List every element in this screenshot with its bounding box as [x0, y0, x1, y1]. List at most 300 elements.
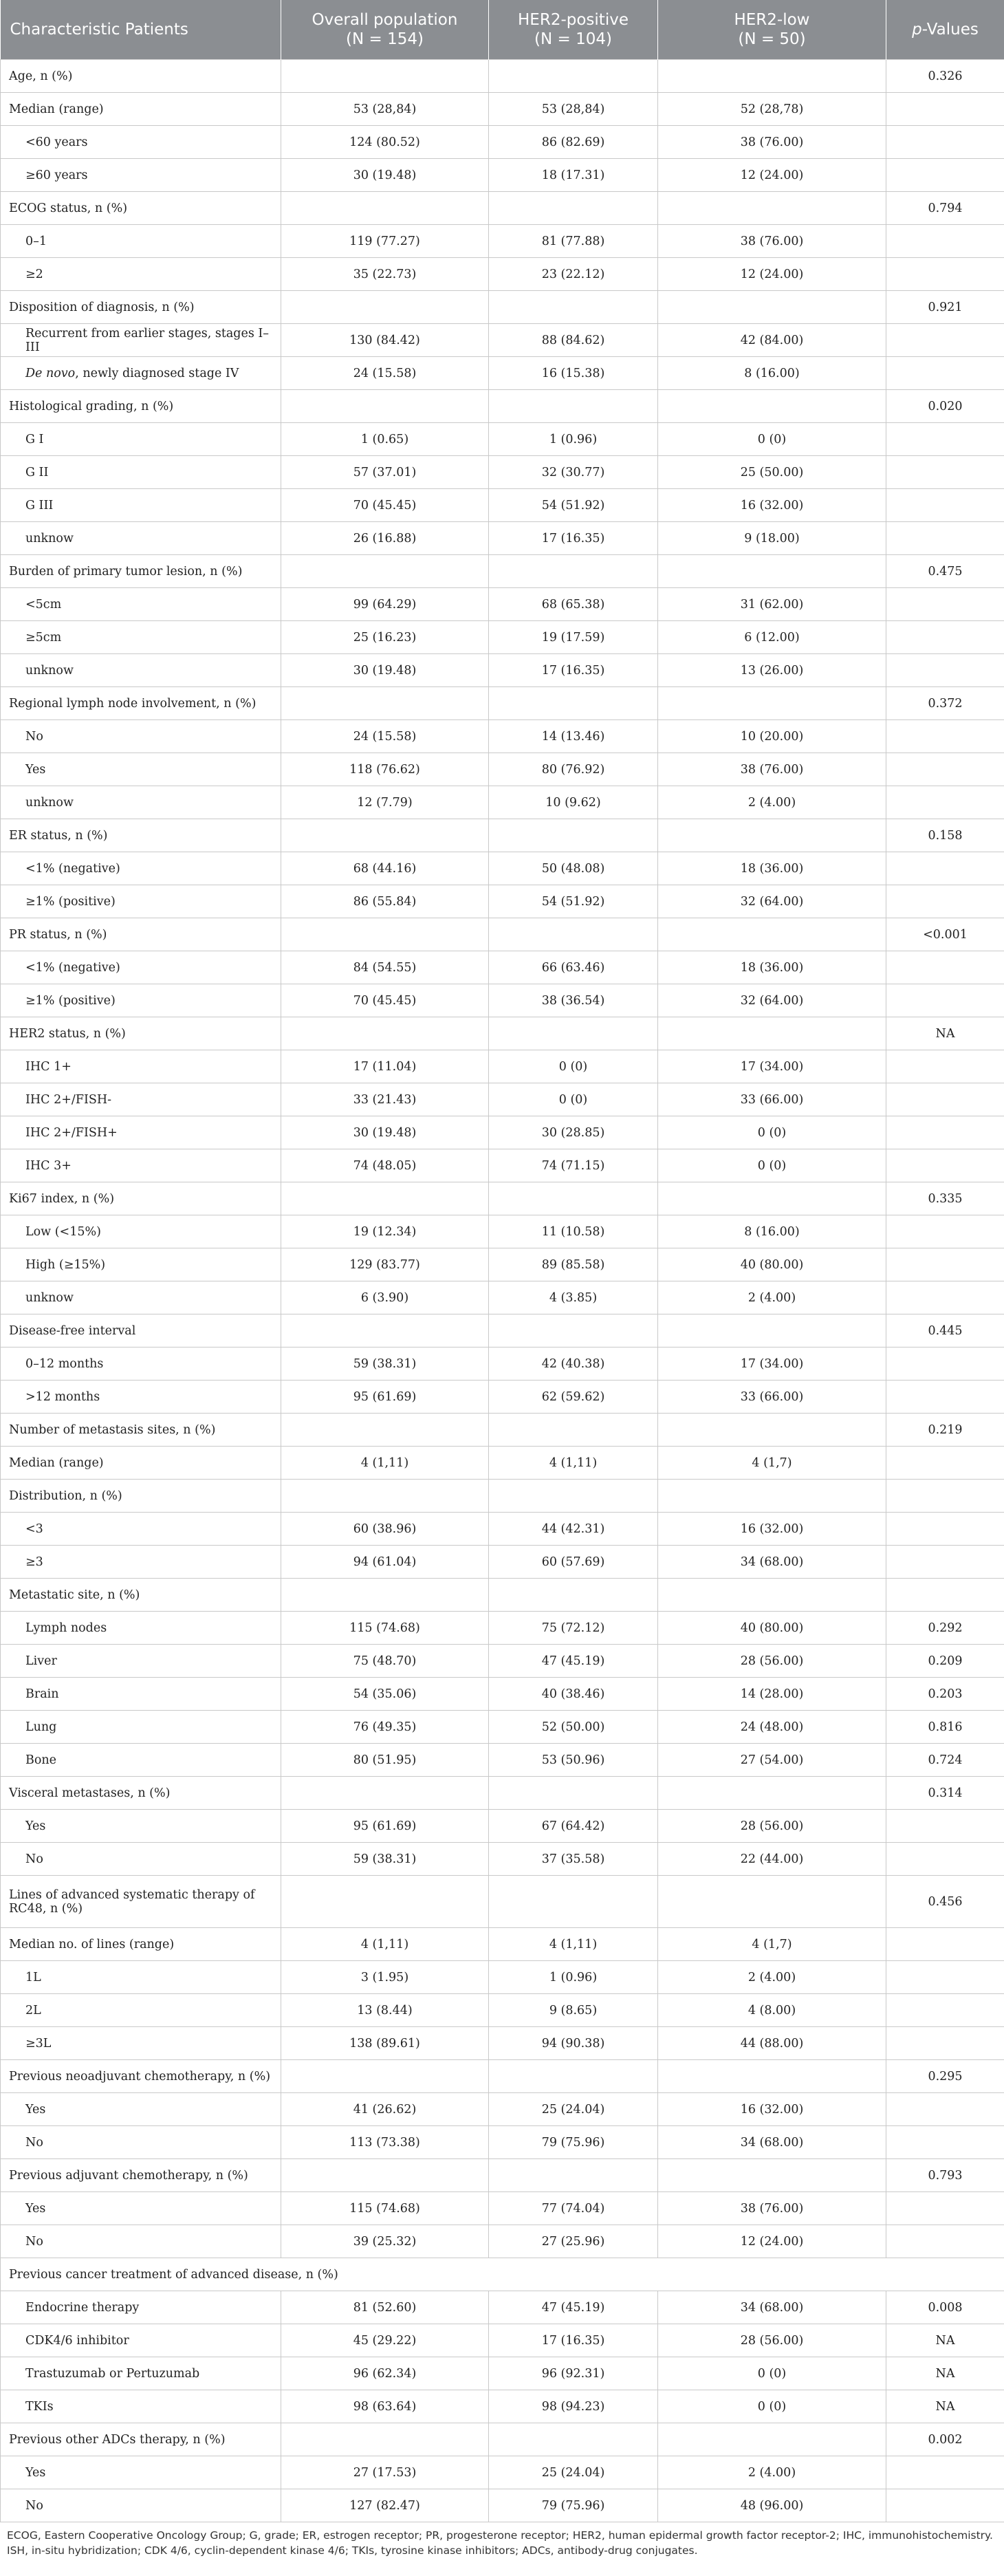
cell-overall: 115 (74.68)	[281, 2192, 489, 2225]
cell-her2-low: 0 (0)	[658, 2357, 886, 2390]
table-row	[1, 786, 1004, 819]
cell-p-value	[886, 423, 1004, 456]
table-row	[1, 522, 1004, 555]
cell-p-value	[886, 456, 1004, 489]
table-row	[1, 2357, 1004, 2390]
table-row	[1, 1248, 1004, 1281]
cell-overall: 59 (38.31)	[281, 1843, 489, 1876]
cell-overall	[281, 2423, 489, 2456]
table-row	[1, 1480, 1004, 1513]
cell-her2-low: 38 (76.00)	[658, 2192, 886, 2225]
cell-her2-low: 18 (36.00)	[658, 852, 886, 885]
cell-her2-low	[658, 390, 886, 423]
cell-overall: 4 (1,11)	[281, 1447, 489, 1480]
table-row	[1, 357, 1004, 390]
cell-her2-positive: 23 (22.12)	[489, 258, 658, 291]
table-row	[1, 819, 1004, 852]
row-label: Histological grading, n (%)	[1, 390, 281, 423]
cell-p-value	[886, 2093, 1004, 2126]
cell-her2-low: 40 (80.00)	[658, 1248, 886, 1281]
table-row	[1, 1050, 1004, 1083]
cell-overall: 113 (73.38)	[281, 2126, 489, 2159]
cell-p-value	[886, 1546, 1004, 1579]
table-row	[1, 753, 1004, 786]
cell-p-value	[886, 1248, 1004, 1281]
row-label: Previous other ADCs therapy, n (%)	[1, 2423, 281, 2456]
row-label: No	[1, 720, 281, 753]
cell-overall: 30 (19.48)	[281, 654, 489, 687]
cell-p-value	[886, 2489, 1004, 2522]
cell-her2-positive: 4 (3.85)	[489, 1281, 658, 1314]
row-label: Disposition of diagnosis, n (%)	[1, 291, 281, 324]
cell-her2-positive	[489, 1579, 658, 1612]
cell-overall: 95 (61.69)	[281, 1810, 489, 1843]
cell-her2-positive: 25 (24.04)	[489, 2093, 658, 2126]
cell-overall	[281, 1579, 489, 1612]
table-row	[1, 1149, 1004, 1182]
row-label: <1% (negative)	[1, 951, 281, 984]
cell-p-value: 0.456	[886, 1876, 1004, 1928]
cell-her2-positive	[489, 1777, 658, 1810]
cell-her2-positive: 17 (16.35)	[489, 522, 658, 555]
cell-p-value	[886, 159, 1004, 192]
cell-overall: 4 (1,11)	[281, 1928, 489, 1961]
row-label: Age, n (%)	[1, 60, 281, 93]
row-label: >12 months	[1, 1381, 281, 1414]
row-label: 2L	[1, 1994, 281, 2027]
cell-her2-positive: 4 (1,11)	[489, 1928, 658, 1961]
row-label: ≥3	[1, 1546, 281, 1579]
row-label: Previous adjuvant chemotherapy, n (%)	[1, 2159, 281, 2192]
cell-p-value	[886, 1149, 1004, 1182]
cell-overall: 129 (83.77)	[281, 1248, 489, 1281]
cell-her2-positive: 66 (63.46)	[489, 951, 658, 984]
cell-her2-low: 2 (4.00)	[658, 1961, 886, 1994]
table-row	[1, 555, 1004, 588]
row-label: No	[1, 2126, 281, 2159]
cell-her2-positive: 42 (40.38)	[489, 1347, 658, 1381]
cell-overall: 138 (89.61)	[281, 2027, 489, 2060]
row-label: ≥5cm	[1, 621, 281, 654]
row-label: No	[1, 2225, 281, 2258]
cell-her2-low: 2 (4.00)	[658, 1281, 886, 1314]
cell-her2-positive	[489, 819, 658, 852]
cell-her2-positive: 50 (48.08)	[489, 852, 658, 885]
table-body	[1, 60, 1004, 2522]
cell-her2-positive	[489, 2060, 658, 2093]
header-characteristic: Characteristic Patients	[1, 0, 281, 60]
cell-overall: 41 (26.62)	[281, 2093, 489, 2126]
cell-her2-positive: 74 (71.15)	[489, 1149, 658, 1182]
cell-her2-low: 17 (34.00)	[658, 1347, 886, 1381]
cell-overall: 45 (29.22)	[281, 2324, 489, 2357]
row-label: <3	[1, 1513, 281, 1546]
cell-her2-positive: 27 (25.96)	[489, 2225, 658, 2258]
cell-overall: 118 (76.62)	[281, 753, 489, 786]
row-label: Low (<15%)	[1, 1215, 281, 1248]
cell-p-value	[886, 1381, 1004, 1414]
cell-p-value	[886, 753, 1004, 786]
cell-p-value	[886, 1447, 1004, 1480]
cell-p-value: NA	[886, 1017, 1004, 1050]
row-label: PR status, n (%)	[1, 918, 281, 951]
cell-her2-positive: 86 (82.69)	[489, 126, 658, 159]
cell-overall: 26 (16.88)	[281, 522, 489, 555]
cell-her2-positive: 80 (76.92)	[489, 753, 658, 786]
table-row	[1, 1182, 1004, 1215]
cell-overall: 27 (17.53)	[281, 2456, 489, 2489]
table-row	[1, 588, 1004, 621]
cell-overall	[281, 1876, 489, 1928]
cell-p-value	[886, 1215, 1004, 1248]
cell-p-value	[886, 324, 1004, 357]
cell-her2-low: 2 (4.00)	[658, 786, 886, 819]
cell-her2-low: 38 (76.00)	[658, 225, 886, 258]
table-row	[1, 423, 1004, 456]
cell-her2-positive: 1 (0.96)	[489, 423, 658, 456]
cell-p-value: NA	[886, 2324, 1004, 2357]
cell-her2-low: 24 (48.00)	[658, 1711, 886, 1744]
cell-p-value	[886, 720, 1004, 753]
table-row	[1, 918, 1004, 951]
cell-overall: 59 (38.31)	[281, 1347, 489, 1381]
cell-her2-low	[658, 918, 886, 951]
table-row	[1, 1843, 1004, 1876]
cell-her2-positive: 98 (94.23)	[489, 2390, 658, 2423]
cell-her2-positive	[489, 2423, 658, 2456]
cell-overall: 6 (3.90)	[281, 1281, 489, 1314]
table-row	[1, 390, 1004, 423]
cell-her2-positive: 67 (64.42)	[489, 1810, 658, 1843]
table-row	[1, 1414, 1004, 1447]
cell-overall: 75 (48.70)	[281, 1645, 489, 1678]
cell-her2-positive	[489, 60, 658, 93]
cell-her2-positive	[489, 555, 658, 588]
cell-her2-positive: 10 (9.62)	[489, 786, 658, 819]
row-label: Median (range)	[1, 1447, 281, 1480]
cell-p-value: 0.794	[886, 192, 1004, 225]
cell-her2-positive: 17 (16.35)	[489, 2324, 658, 2357]
table-row	[1, 93, 1004, 126]
cell-p-value: 0.020	[886, 390, 1004, 423]
cell-overall	[281, 1414, 489, 1447]
cell-p-value: 0.292	[886, 1612, 1004, 1645]
cell-overall: 130 (84.42)	[281, 324, 489, 357]
cell-overall	[281, 192, 489, 225]
table-row	[1, 225, 1004, 258]
cell-her2-positive: 75 (72.12)	[489, 1612, 658, 1645]
cell-overall	[281, 555, 489, 588]
cell-p-value	[886, 1579, 1004, 1612]
cell-p-value	[886, 522, 1004, 555]
row-label: Endocrine therapy	[1, 2291, 281, 2324]
cell-p-value: 0.295	[886, 2060, 1004, 2093]
cell-p-value: 0.475	[886, 555, 1004, 588]
cell-p-value: 0.158	[886, 819, 1004, 852]
row-label: IHC 3+	[1, 1149, 281, 1182]
row-label: CDK4/6 inhibitor	[1, 2324, 281, 2357]
cell-her2-low: 42 (84.00)	[658, 324, 886, 357]
cell-her2-low: 28 (56.00)	[658, 2324, 886, 2357]
row-label: No	[1, 1843, 281, 1876]
cell-overall	[281, 819, 489, 852]
row-label: Lines of advanced systematic therapy of RC48, n (%)	[1, 1876, 281, 1928]
cell-overall: 24 (15.58)	[281, 720, 489, 753]
table-row	[1, 126, 1004, 159]
cell-overall: 24 (15.58)	[281, 357, 489, 390]
cell-her2-positive: 19 (17.59)	[489, 621, 658, 654]
table-row	[1, 1994, 1004, 2027]
row-label: Disease-free interval	[1, 1314, 281, 1347]
table-row	[1, 720, 1004, 753]
row-label: Recurrent from earlier stages, stages I–III	[1, 324, 281, 357]
cell-p-value: <0.001	[886, 918, 1004, 951]
row-label: ≥1% (positive)	[1, 984, 281, 1017]
table-row	[1, 1546, 1004, 1579]
table-row	[1, 1017, 1004, 1050]
cell-p-value: 0.314	[886, 1777, 1004, 1810]
row-label: unknow	[1, 1281, 281, 1314]
cell-her2-low: 16 (32.00)	[658, 2093, 886, 2126]
row-label: Trastuzumab or Pertuzumab	[1, 2357, 281, 2390]
row-label: No	[1, 2489, 281, 2522]
cell-p-value	[886, 1810, 1004, 1843]
cell-her2-low: 13 (26.00)	[658, 654, 886, 687]
cell-overall	[281, 1777, 489, 1810]
table-row	[1, 621, 1004, 654]
row-label: Regional lymph node involvement, n (%)	[1, 687, 281, 720]
cell-her2-low: 0 (0)	[658, 1149, 886, 1182]
row-label: Yes	[1, 2192, 281, 2225]
cell-overall	[281, 1017, 489, 1050]
header-p-values: p-Values	[886, 0, 1004, 60]
cell-p-value: 0.219	[886, 1414, 1004, 1447]
cell-overall: 127 (82.47)	[281, 2489, 489, 2522]
table-row	[1, 258, 1004, 291]
cell-her2-low: 44 (88.00)	[658, 2027, 886, 2060]
row-label: Ki67 index, n (%)	[1, 1182, 281, 1215]
cell-p-value	[886, 1843, 1004, 1876]
row-label: Brain	[1, 1678, 281, 1711]
cell-p-value	[886, 1961, 1004, 1994]
cell-p-value	[886, 1480, 1004, 1513]
cell-her2-positive: 44 (42.31)	[489, 1513, 658, 1546]
header-overall: Overall population (N = 154)	[281, 0, 489, 60]
cell-her2-low: 32 (64.00)	[658, 984, 886, 1017]
row-label: Bone	[1, 1744, 281, 1777]
cell-overall	[281, 918, 489, 951]
row-label: TKIs	[1, 2390, 281, 2423]
cell-p-value	[886, 852, 1004, 885]
table-row	[1, 489, 1004, 522]
cell-her2-low: 17 (34.00)	[658, 1050, 886, 1083]
table-row	[1, 1612, 1004, 1645]
cell-p-value	[886, 1928, 1004, 1961]
row-label: High (≥15%)	[1, 1248, 281, 1281]
row-label: ≥1% (positive)	[1, 885, 281, 918]
cell-her2-positive: 54 (51.92)	[489, 885, 658, 918]
cell-overall: 99 (64.29)	[281, 588, 489, 621]
cell-p-value	[886, 1994, 1004, 2027]
cell-her2-low: 6 (12.00)	[658, 621, 886, 654]
cell-her2-positive	[489, 192, 658, 225]
table-row	[1, 1711, 1004, 1744]
row-label: Yes	[1, 753, 281, 786]
header-her2-low: HER2-low (N = 50)	[658, 0, 886, 60]
cell-overall	[281, 2060, 489, 2093]
cell-p-value	[886, 621, 1004, 654]
cell-her2-positive: 52 (50.00)	[489, 1711, 658, 1744]
cell-her2-low: 8 (16.00)	[658, 1215, 886, 1248]
cell-p-value	[886, 2456, 1004, 2489]
cell-overall: 17 (11.04)	[281, 1050, 489, 1083]
table-row	[1, 951, 1004, 984]
row-label: Number of metastasis sites, n (%)	[1, 1414, 281, 1447]
table-row	[1, 2027, 1004, 2060]
cell-her2-low: 48 (96.00)	[658, 2489, 886, 2522]
cell-her2-positive: 53 (28,84)	[489, 93, 658, 126]
table-row	[1, 2060, 1004, 2093]
cell-her2-positive: 9 (8.65)	[489, 1994, 658, 2027]
row-label: Metastatic site, n (%)	[1, 1579, 281, 1612]
cell-her2-positive	[489, 1017, 658, 1050]
cell-her2-low: 4 (1,7)	[658, 1928, 886, 1961]
cell-her2-positive	[489, 918, 658, 951]
cell-her2-positive: 68 (65.38)	[489, 588, 658, 621]
cell-p-value: 0.372	[886, 687, 1004, 720]
table-row	[1, 1678, 1004, 1711]
cell-her2-low: 12 (24.00)	[658, 159, 886, 192]
cell-p-value	[886, 885, 1004, 918]
cell-her2-low: 12 (24.00)	[658, 2225, 886, 2258]
cell-p-value	[886, 1281, 1004, 1314]
cell-her2-low: 31 (62.00)	[658, 588, 886, 621]
table-row	[1, 1579, 1004, 1612]
cell-overall	[281, 1182, 489, 1215]
cell-her2-positive: 18 (17.31)	[489, 159, 658, 192]
table-row	[1, 2093, 1004, 2126]
cell-her2-positive: 89 (85.58)	[489, 1248, 658, 1281]
header-her2-positive: HER2-positive (N = 104)	[489, 0, 658, 60]
cell-her2-low	[658, 687, 886, 720]
cell-her2-positive: 94 (90.38)	[489, 2027, 658, 2060]
cell-her2-low: 28 (56.00)	[658, 1645, 886, 1678]
row-label: 0–12 months	[1, 1347, 281, 1381]
cell-p-value: 0.816	[886, 1711, 1004, 1744]
cell-overall: 3 (1.95)	[281, 1961, 489, 1994]
cell-her2-positive: 53 (50.96)	[489, 1744, 658, 1777]
cell-her2-positive: 16 (15.38)	[489, 357, 658, 390]
cell-her2-low	[658, 291, 886, 324]
row-label: G I	[1, 423, 281, 456]
cell-her2-low	[658, 1777, 886, 1810]
cell-her2-low	[658, 555, 886, 588]
table-row	[1, 2258, 1004, 2291]
cell-p-value	[886, 2225, 1004, 2258]
cell-p-value	[886, 786, 1004, 819]
table-row	[1, 1116, 1004, 1149]
cell-p-value: 0.203	[886, 1678, 1004, 1711]
cell-p-value	[886, 1083, 1004, 1116]
cell-p-value: 0.445	[886, 1314, 1004, 1347]
cell-her2-low: 34 (68.00)	[658, 2291, 886, 2324]
table-row	[1, 687, 1004, 720]
cell-p-value	[886, 2192, 1004, 2225]
row-label: ECOG status, n (%)	[1, 192, 281, 225]
row-label: Yes	[1, 2456, 281, 2489]
table-row	[1, 1513, 1004, 1546]
cell-her2-low: 16 (32.00)	[658, 1513, 886, 1546]
cell-overall: 30 (19.48)	[281, 1116, 489, 1149]
row-label: unknow	[1, 654, 281, 687]
cell-her2-positive: 14 (13.46)	[489, 720, 658, 753]
table-row	[1, 2192, 1004, 2225]
cell-p-value: 0.724	[886, 1744, 1004, 1777]
row-label: Liver	[1, 1645, 281, 1678]
cell-p-value	[886, 588, 1004, 621]
row-label: Yes	[1, 1810, 281, 1843]
row-label: IHC 2+/FISH+	[1, 1116, 281, 1149]
cell-her2-positive: 1 (0.96)	[489, 1961, 658, 1994]
cell-her2-positive	[489, 1314, 658, 1347]
cell-her2-positive: 0 (0)	[489, 1050, 658, 1083]
cell-overall: 53 (28,84)	[281, 93, 489, 126]
table-row	[1, 852, 1004, 885]
row-label: Visceral metastases, n (%)	[1, 1777, 281, 1810]
cell-p-value	[886, 258, 1004, 291]
table-row	[1, 2456, 1004, 2489]
cell-p-value	[886, 489, 1004, 522]
cell-her2-positive	[489, 1414, 658, 1447]
cell-overall	[281, 60, 489, 93]
row-label: <5cm	[1, 588, 281, 621]
cell-her2-low	[658, 2159, 886, 2192]
cell-overall: 25 (16.23)	[281, 621, 489, 654]
cell-overall: 119 (77.27)	[281, 225, 489, 258]
cell-p-value	[886, 93, 1004, 126]
cell-overall: 70 (45.45)	[281, 984, 489, 1017]
cell-her2-positive: 77 (74.04)	[489, 2192, 658, 2225]
cell-her2-positive: 0 (0)	[489, 1083, 658, 1116]
cell-p-value: 0.326	[886, 60, 1004, 93]
cell-her2-low: 0 (0)	[658, 423, 886, 456]
cell-her2-low	[658, 1876, 886, 1928]
cell-p-value	[886, 1116, 1004, 1149]
row-label: Previous cancer treatment of advanced disease, n (%)	[1, 2258, 1004, 2291]
cell-her2-positive: 62 (59.62)	[489, 1381, 658, 1414]
table-row	[1, 1876, 1004, 1928]
table-row	[1, 1281, 1004, 1314]
cell-her2-positive	[489, 1480, 658, 1513]
table-row	[1, 1645, 1004, 1678]
cell-p-value: NA	[886, 2390, 1004, 2423]
cell-her2-positive: 79 (75.96)	[489, 2126, 658, 2159]
table-row	[1, 456, 1004, 489]
table-row	[1, 1083, 1004, 1116]
row-label: Lymph nodes	[1, 1612, 281, 1645]
cell-p-value: 0.921	[886, 291, 1004, 324]
cell-her2-positive: 81 (77.88)	[489, 225, 658, 258]
row-label: Previous neoadjuvant chemotherapy, n (%)	[1, 2060, 281, 2093]
table-row	[1, 2489, 1004, 2522]
table-row	[1, 2126, 1004, 2159]
cell-her2-positive: 17 (16.35)	[489, 654, 658, 687]
cell-her2-low: 27 (54.00)	[658, 1744, 886, 1777]
cell-p-value	[886, 1513, 1004, 1546]
cell-her2-positive: 37 (35.58)	[489, 1843, 658, 1876]
cell-her2-low	[658, 1579, 886, 1612]
cell-her2-low: 22 (44.00)	[658, 1843, 886, 1876]
